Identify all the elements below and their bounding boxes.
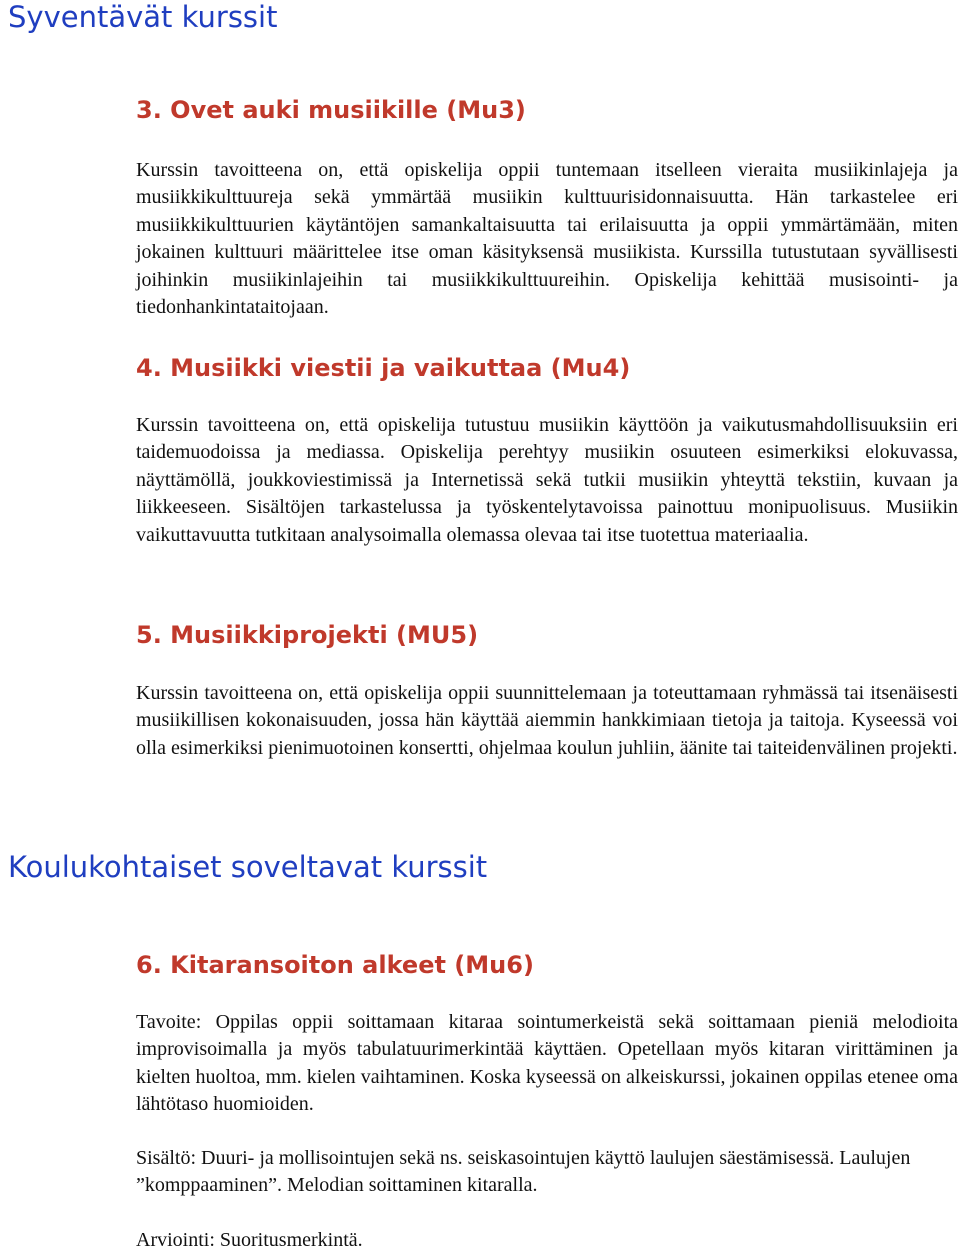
course-goal-mu6: Tavoite: Oppilas oppii soittamaan kitaraa sointumerkeistä sekä soittamaan pieniä melodioita improvisoimalla ja myös tabulatuurimerkintää käyttäen. Opetellaan myös kitaran virittäminen ja kielten huoltoa, mm. kielen vaihtaminen. Koska kyseessä on alkeiskurssi, jokainen oppilas etenee oma lähtötaso huomioiden. (136, 1011, 958, 1116)
course-description-mu3: Kurssin tavoitteena on, että opiskelija oppii tuntemaan itselleen vieraita musiikinlajeja ja musiikkikulttuureja sekä ymmärtää musiikin kulttuurisidonnaisuutta. Hän tarkastelee eri musiikkikulttuurien käytäntöjen samankaltaisuutta tai erilaisuutta ja oppii ymmärtämään, miten jokainen kulttuuri määrittelee itse oman käsityksensä musiikista. Kurssilla tutustutaan syvällisesti joihinkin musiikinlajeihin tai musiikkikulttuureihin. Opiskelija kehittää musisointi- ja tiedonhankintataitojaan. (136, 159, 958, 319)
course-description-mu5: Kurssin tavoitteena on, että opiskelija oppii suunnittelemaan ja toteuttamaan ryhmässä tai itsenäisesti musiikillisen kokonaisuuden, jossa hän käyttää aiemmin hankkimiaan tietoja ja taitoja. Kyseessä voi olla esimerkiksi pienimuotoinen konsertti, ohjelmaa koulun juhliin, äänite tai taiteidenvälinen projekti. (136, 682, 958, 759)
course-title-mu4: 4. Musiikki viestii ja vaikuttaa (Mu4) (136, 354, 631, 382)
course-title-mu6: 6. Kitaransoiton alkeet (Mu6) (136, 951, 534, 979)
section-heading-advanced-courses: Syventävät kurssit (8, 0, 278, 34)
section-heading-applied-courses: Koulukohtaiset soveltavat kurssit (8, 850, 488, 884)
course-title-mu3: 3. Ovet auki musiikille (Mu3) (136, 96, 526, 124)
course-description-mu4: Kurssin tavoitteena on, että opiskelija tutustuu musiikin käyttöön ja vaikutusmahdollisuuksiin eri taidemuodoissa ja mediassa. Opiskelija perehtyy musiikin osuuteen esimerkiksi elokuvassa, näyttämöllä, joukkoviestimissä ja Internetissä sekä tutkii musiikin yhteyttä tekstiin, kuvaan ja liikkeeseen. Sisältöjen tarkastelussa ja työskentelytavoissa painottuu monipuolisuus. Musiikin vaikuttavuutta tutkitaan analysoimalla olemassa olevaa tai itse tuotettua materiaalia. (136, 414, 958, 546)
course-content-mu6: Sisältö: Duuri- ja mollisointujen sekä ns. seiskasointujen käyttö laulujen säestämisessä. Laulujen ”komppaaminen”. Melodian soittaminen kitaralla. (136, 1147, 911, 1197)
course-title-mu5: 5. Musiikkiprojekti (MU5) (136, 621, 479, 649)
course-assessment-mu6: Arviointi: Suoritusmerkintä. (136, 1229, 363, 1251)
